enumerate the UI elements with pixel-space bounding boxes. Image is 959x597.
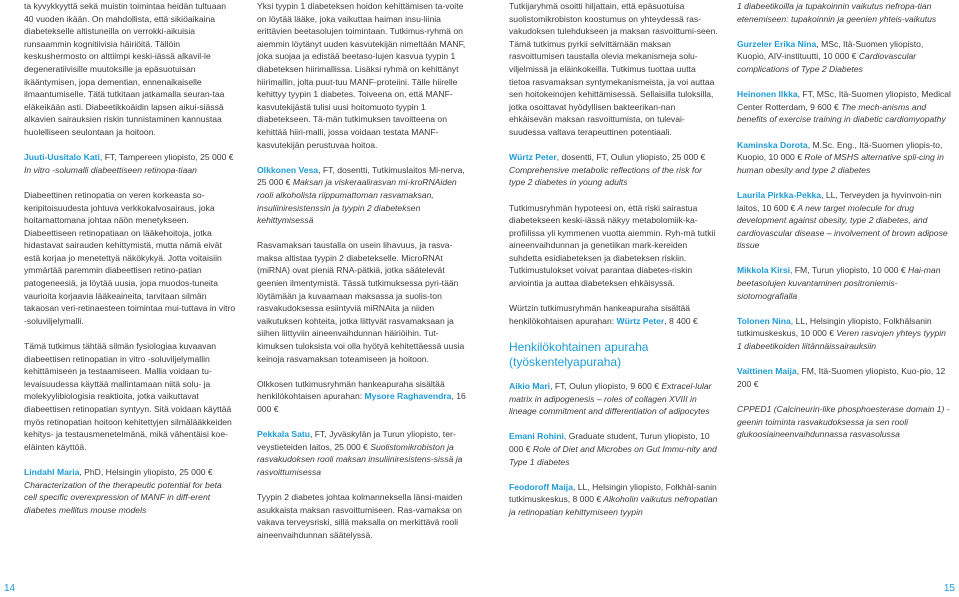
paragraph: Tutkimusryhmän hypoteesi on, että riski sairastua diabetekseen keski-iässä näkyy metabolomiik-ka-profiilissa yli kymmenen vuotta aiemmin. Ryh-mä tutkii aineenvaihdunnan ja genetiikan mark-kereiden suhdetta esidiabeteksen ja diabeteksen riskiin. Tutkimustulokset voivat parantaa diabetes-riskin arviointia ja auttaa diabeteksen ehkäisyssä. <box>509 202 716 289</box>
grantee-name: Emani Rohini <box>509 431 564 442</box>
page-number-left: 14 <box>4 583 16 594</box>
grantee-info: , MSc, Itä-Suomen yliopisto, Kuopio, AIV-instituutti, 10 000 € <box>737 38 924 62</box>
grant-title: Role of Diet and Microbes on Gut Immu-nity and Type 1 diabetes <box>509 444 717 467</box>
paragraph: Rasvamaksan taustalla on usein lihavuus, ja rasva-maksa altistaa tyypin 2 diabetekselle. MicroRNAt (miRNA) ovat pieniä RNA-pätkiä, jotka säätelevät geenien ilmentymistä. Tässä tutkimuksessa pyri-tään löytämään ja kuvaamaan maksassa ja suolis-ton rasvakudoksessa esiintyviä miRNAita ja niiden vaikutuksen kohteita, jotka liittyvät rasvamaksaan ja siihen liittyviin aineenvaihdunnan häiriöihin. Tut-kimuksen tuloksista voi olla hyötyä kehitettäessä uusia keinoja rasvamaksan toteamiseen ja hoitoon. <box>257 240 465 364</box>
grantee-name: Tolonen Nina <box>737 315 791 326</box>
grantee-name: Kaminska Dorota <box>737 139 808 150</box>
grantee-info: , LL, Helsingin yliopisto, Folkhäl-sanin tutkimuskeskus, 8 000 € <box>509 481 717 505</box>
grantee-info: , LL, Helsingin yliopisto, Folkhälsanin tutkimuskeskus, 10 000 € <box>737 315 932 339</box>
grantee-info: , FT, Tampereen yliopisto, 25 000 € <box>99 152 234 163</box>
grantee-info: , Graduate student, Turun yliopisto, 10 000 € <box>509 431 710 454</box>
grant-entry <box>257 428 470 478</box>
grantee-name: Gurzeler Erika Nina <box>737 38 817 49</box>
grantee-info: , PhD, Helsingin yliopisto, 25 000 € <box>79 466 213 477</box>
text: Würtzin tutkimusryhmän hankeapuraha sisältää henkilökohtaisen apurahan: <box>509 303 691 326</box>
grant-title: Extracel-lular matrix in adipogenesis – roles of collagen XVIII in lineage commitment and differentiation of adipocytes <box>509 381 712 417</box>
grant-entry <box>737 38 951 76</box>
grant-title: Comprehensive metabolic reflections of the risk for type 2 diabetes in young adults <box>509 164 702 188</box>
grantee-info: , FM, Turun yliopisto, 10 000 € <box>790 265 906 276</box>
paragraph: 1 diabeetikoilla ja tupakoinnin vaikutus nefropa-tian etenemiseen: tupakoinnin ja geenien yhteis-vaikutus <box>737 1 937 24</box>
grant-entry <box>509 481 719 519</box>
grant-entry <box>737 264 951 302</box>
grantee-info: , FT, MSc, Itä-Suomen yliopisto, Medical Center Rotterdam, 9 600 € <box>737 89 951 112</box>
grantee-info: , FT, Jyväskylän ja Turun yliopisto, ter-veystieteiden laitos, 25 000 € <box>257 429 456 452</box>
grantee-name: Feodoroff Maija <box>509 481 573 492</box>
grantee-info: , M.Sc. Eng., Itä-Suomen yliopis-to, Kuopio, 10 000 € <box>737 139 943 163</box>
grant-entry <box>737 365 951 390</box>
page-number-right: 15 <box>943 583 955 594</box>
paragraph: CPPED1 (Calcineurin-like phosphoesterase domain 1) -geenin toiminta rasvakudoksessa ja sen rooli glukoosiaineenvaihdunnassa rasvasolussa <box>737 404 950 440</box>
paragraph: Tutkijaryhmä osoitti hiljattain, että epäsuotuisa suolistomikrobiston koostumus on yhteydessä ras-vakudoksen tulehdukseen ja maksan rasvoittumi-seen. Tämä tutkimus pyrkii selvittämään maksan rasvoittumisen taustalla olevia mekanismeja solu-viljelmissä ja eläinkokeilla. Tutkimus tuottaa uutta tietoa rasvamaksan syntymekanismeista, ja voi auttaa sen hoitokeinojen kehittämisessä. Sellaisilla tuloksilla, jotka osoittavat hyödyllisen bakteerikan-nan ehkäisevän maksan rasvoittumista, on tulevai-suudessa valtava terapeuttinen potentiaali. <box>509 1 718 137</box>
grant-entry <box>737 315 951 353</box>
grantee-name: Laurila Pirkka-Pekka <box>737 189 822 200</box>
column-4 <box>737 0 951 453</box>
text: Olkkosen tutkimusryhmän hankeapuraha sisältää henkilökohtaisen apurahan: <box>257 378 445 402</box>
column-2 <box>257 0 470 554</box>
highlight-name: Würtz Peter <box>616 315 665 326</box>
heading-line: (työskentelyapuraha) <box>509 355 622 370</box>
grant-entry <box>24 151 237 176</box>
grantee-name: Mikkola Kirsi <box>737 265 791 276</box>
paragraph: Tyypin 2 diabetes johtaa kolmanneksella länsi-maiden asukkaista maksan rasvoittumiseen. Ras-vamaksa on vakava terveysriski, sillä maksalla on merkittävä rooli aineenvaihdunnan säätelyssä. <box>257 492 463 540</box>
grant-entry <box>737 88 951 126</box>
grant-title: Veren rasvojen yhteys tyypin 1 diabeetikoiden liitännäissairauksiin <box>737 328 946 352</box>
grantee-name: Juuti-Uusitalo Kati <box>24 152 100 163</box>
section-heading <box>509 340 719 370</box>
grant-title: Alkoholin vaikutus nefropatian ja retinopatian kehittymiseen tyypin <box>509 494 718 517</box>
grant-title: Hai-man beetasolujen kuvantaminen positroniemis-siotomografialla <box>737 265 941 301</box>
grantee-name: Olkkonen Vesa <box>257 164 319 175</box>
paragraph <box>509 302 719 327</box>
grant-title: Cardiovascular complications of Type 2 Diabetes <box>737 51 917 74</box>
grantee-info: , FT, Oulun yliopisto, 9 600 € <box>550 381 659 392</box>
grant-title: A new target molecule for drug development against obesity, type 2 diabetes, and cardiovascular disease – involvement of brown adipose tissue <box>737 202 948 251</box>
grantee-info: , FT, dosentti, Tutkimuslaitos Mi-nerva, 25 000 € <box>257 164 465 188</box>
grantee-name: Vaittinen Maija <box>737 366 797 377</box>
grantee-name: Pekkala Satu <box>257 429 311 440</box>
grantee-name: Würtz Peter <box>509 152 557 163</box>
paragraph <box>257 378 470 416</box>
grantee-info: , FM, Itä-Suomen yliopisto, Kuo-pio, 12 200 € <box>737 366 946 389</box>
grant-entry <box>257 164 470 227</box>
grant-entry <box>509 151 719 189</box>
grant-entry <box>509 430 719 468</box>
paragraph: Yksi tyypin 1 diabeteksen hoidon kehittämisen ta-voite on löytää lääke, joka vaikuttaa haiman insu-liinia erittävien beetasolujen toimintaan. Tutkimus-ryhmä on aiemmin löytänyt uuden kasvutekijän nimeltään MANF, joka suojaa ja edistää beetaso-lujen kasvua tyypin 1 diabeteksen hiirimallissa. Lisäksi ryhmä on kehittänyt hiirimallin, jolta puut-tuu MANF-proteiini. Tälle hiirelle kehittyy tyypin 1 diabetes. Toiveena on, että MANF-kasvutekijästä tulisi uusi hoitomuoto tyypin 1 diabetekseen. Tä-män tutkimuksen tavoitteena on kehittää hiiri-malli, jossa voidaan testata MANF-kasvutekijän perustuvaa hoitoa. <box>257 1 466 150</box>
grant-title: Maksan ja viskeraalirasvan mi-kroRNAiden rooli alkoholista riippumattoman rasvamaksan, insuliiniresistenssin ja tyypin 2 diabeteksen kehittymisessä <box>257 177 457 226</box>
grant-entry <box>509 380 719 418</box>
grant-entry <box>737 139 951 177</box>
column-3 <box>509 0 719 531</box>
amount: , 16 000 € <box>257 391 466 414</box>
grantee-name: Heinonen Ilkka <box>737 89 798 100</box>
paragraph: ta kyvykkyyttä sekä muistin toimintaa heidän tultuaan 40 vuoden ikään. On mahdollista, että sikiöaikaina diabetekselle altistuneilla on verrokki-aikuisia runsaammin kognitiivisia häiriöitä. Tällöin keskushermosto on alttiimpi keski-iässä alkavil-le degeneratiivisille muutoksille ja epäsuotuisan ikääntymisen, jopa dementian, ennenaikaiselle ilmaantumiselle. Tätä tutkitaan jatkamalla seuran-taa eläkeikään asti. Diabeetikkoäidin lapsen aikui-siässä alkavien sairauksien riskin tunnistaminen kannustaa huolelliseen seulontaan ja hoitoon. <box>24 1 227 137</box>
paragraph: Tämä tutkimus tähtää silmän fysiologiaa kuvaavan diabeettisen retinopatian in vitro -soluviljelymallin kehittämiseen ja testaamiseen. Mallia voidaan tu-levaisuudessa käyttää mallintamaan niitä solu- ja molekyylibiologisia reaktioita, jotka vaikuttavat diabeettisen retinopatian syntyyn. Sitä voidaan käyttää myös retinopatian hoitoon kehitettyjen silmälääkkeiden kehitys- ja testausmenetelmänä, mikä vähentäisi koe-eläinten käyttöä. <box>24 341 232 452</box>
grant-title: Characterization of the therapeutic potential for beta cell specific overexpression of MANF in diff-erent diabetes mellitus mouse models <box>24 479 222 515</box>
grantee-info: , dosentti, FT, Oulun yliopisto, 25 000 € <box>556 152 706 163</box>
highlight-name: Mysore Raghavendra <box>364 391 452 402</box>
amount: , 8 400 € <box>664 315 698 326</box>
grant-title: Suolistomikrobiston ja rasvakudoksen rooli maksan insuliiniresistens-sissä ja rasvoittumisessa <box>257 441 463 477</box>
grant-entry <box>737 189 951 252</box>
grantee-info: , LL, Terveyden ja hyvinvoin-nin laitos, 10 600 € <box>737 189 942 213</box>
grant-entry <box>24 466 237 516</box>
grant-title: The mech-anisms and benefits of exercise training in diabetic cardiomyopathy <box>737 101 946 125</box>
grantee-name: Lindahl Maria <box>24 466 80 477</box>
grant-title: Role of MSHS alternative spli-cing in human obesity and type 2 diabetes <box>737 152 944 175</box>
paragraph: Diabeettinen retinopatia on veren korkeasta so-keripitoisuudesta johtuva verkkokalvosairaus, joka hoitamattomana johtaa näön menetykseen. Diabeettiseen retinopatiaan on lääkehoitoja, jotka hidastavat sairauden kehittymistä, mutta nämä eivät estä korjaa jo menetettyä näkökykyä. Jotta voitaisiin ymmärtää paremmin diabeettisen retino-patian patogeneesiä, ja löytää uusia, jopa muodos-tuneita vaurioita korjaavia lääkeaineita, tarvitaan silmän takaosan veri-retinaesteen toimintaa mui-tuttava in vitro -soluviljelymalli. <box>24 189 236 326</box>
grant-title: In vitro -solumalli diabeettiseen retinopa-tiaan <box>24 164 197 175</box>
grantee-name: Aikio Mari <box>509 381 551 392</box>
column-1 <box>24 0 237 529</box>
heading-line: Henkilökohtainen apuraha <box>509 340 649 355</box>
